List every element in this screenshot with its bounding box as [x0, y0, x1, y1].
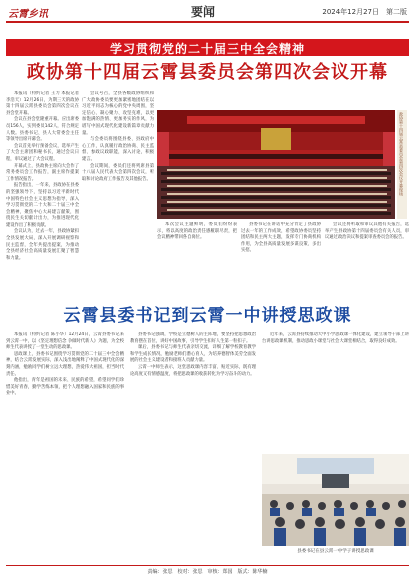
article1-col4 [241, 222, 321, 302]
paragraph: 课后，县委书记与师生代表亲切交流，详细了解学校教育教学和学生成长情况，勉励老师们潜心育人，为培养德智体美劳全面发展的社会主义建设者和接班人贡献力量。 [130, 345, 256, 364]
masthead [6, 3, 409, 23]
paragraph: 会议号召，全县各级政协组织和广大政协委员要更加紧密地团结在以习近平同志为核心的党中央周围，坚定信心、凝心聚力、攻坚克难，以更加饱满的热情、更加务实的作风，为谱写中国式现代化建设新篇章贡献力量。 [82, 91, 154, 136]
paper-name: 云霄乡讯 [8, 9, 48, 20]
issue-date: 2024年12月27日 第二版 [322, 8, 407, 16]
paragraph: 县委书记强调，学校是立德树人的主阵地，要坚持把思想政治教育摆在首位，讲好中国故事，引导学生扣好人生第一粒扣子。 [130, 332, 256, 344]
paragraph: 本报讯（特约记者 王力 本报记者 李浩天）12月26日，为期三天的政协第十四届云霄县委员会第四次会议在县会堂开幕。 [6, 91, 79, 116]
paragraph: 报告指出，一年来，县政协在县委的坚强领导下，坚持以习近平新时代中国特色社会主义思想为指导，深入学习贯彻党的二十大和二十届三中全会精神，聚焦中心大局建言献策，围绕民生关切献计出力，为推进现代化建设作出了积极贡献。 [6, 183, 79, 228]
article2-headline: 云霄县委书记到云霄一中讲授思政课 [63, 306, 352, 326]
page-footer [6, 565, 409, 579]
article2-col2 [130, 332, 256, 560]
theme-banner [6, 39, 409, 56]
article1-col3 [157, 222, 237, 302]
photo-caption-text: 政协第十四届云霄县委员会第四次会议开幕现场 [399, 112, 404, 196]
section-title: 要闻 [191, 5, 216, 19]
paragraph: 会议期间，委员们还将列席县第十八届人民代表大会第四次会议，听取和讨论政府工作报告及其他报告。 [82, 163, 154, 182]
paragraph: 思政课上，县委书记围绕学习贯彻党的二十届三中全会精神，结合云霄发展实际，深入浅出地阐释了中国式现代化的深刻内涵，勉励同学们树立远大理想，热爱伟大祖国，担当时代责任。 [6, 351, 124, 377]
paragraph: 近年来，云霄县持续推动大中小学思政课一体化建设，建立领导干部上讲台讲思政课机制，推动思政小课堂与社会大课堂相结合，取得良好成效。 [262, 332, 409, 344]
photo-caption-vertical [397, 110, 407, 219]
article1-col2 [82, 91, 154, 301]
editor-credits: 责编：张思 校对：张思 审核：郑国 版式：陈华楠 [147, 569, 268, 575]
banner-text: 学习贯彻党的二十届三中全会精神 [109, 42, 305, 56]
lecture-image [262, 454, 409, 546]
paragraph: 会议还将听取和审议其他有关报告，选举产生县政协第十四届委员会有关人员，审议通过政治决议和提案审查委员会的报告。 [325, 222, 409, 241]
article2-col1 [6, 332, 124, 560]
paragraph: 他指出，青年是祖国的未来、民族的希望，希望同学们珍惜美好青春，勤学苦练本领，把个人理想融入国家和民族的事业中。 [6, 378, 124, 397]
paragraph: 与会委员将围绕县委、县政府中心工作，认真履行政治协商、民主监督、参政议政职能，深入讨论，积极建言。 [82, 137, 154, 162]
paragraph: 会议认为，过去一年，县政协紧扣全县发展大局，深入开展调研视察和民主监督，全年共提出提案，为推动全县经济社会高质量发展汇聚了智慧和力量。 [6, 229, 79, 261]
paragraph: 县委书记在讲话中充分肯定了县政协过去一年的工作成效，希望政协委员坚持团结和民主两大主题，发挥专门协商机构作用，为全县高质量发展多谋良策、多出实招。 [241, 222, 321, 254]
paragraph: 云霄一中师生表示，这堂思政课内容丰富、贴近实际，既有理论高度又有情感温度，将把思政课的收获转化为学习奋斗的动力。 [130, 364, 256, 377]
article2-col3 [262, 332, 409, 450]
paragraph: 会议在县会堂隆重开幕。应出席委员156人，实到委员142人，符合规定人数。县委书记、县人大常委会主任等领导出席开幕会。 [6, 117, 79, 143]
classroom-photo [262, 454, 409, 546]
paragraph: 本次会议主题鲜明，委员们纷纷表示，将以高度的政治责任感履职尽责，把会议精神带回各自岗位。 [157, 222, 237, 241]
paragraph: 本报讯（特约记者 陈小华）12月24日，云霄县委书记来到云霄一中，以《坚定理想信念 争做时代新人》为题，为全校师生代表讲授了一堂生动的思政课。 [6, 332, 124, 351]
paragraph: 会议首先举行预备会议，选举产生了大会主席团和秘书长，通过会议日程，审议通过了大会议程。 [6, 143, 79, 162]
article1-col1 [6, 91, 79, 301]
conference-hall-image [157, 110, 395, 219]
classroom-photo-caption: 县委书记在县云霄一中学子讲授思政课 [297, 549, 374, 554]
paragraph: 开幕式上，县政协主席向大会作了常务委员会工作报告，副主席作提案工作情况报告。 [6, 163, 79, 182]
conference-photo [157, 110, 395, 219]
article1-headline: 政协第十四届云霄县委员会第四次会议开幕 [27, 62, 388, 83]
article1-col5 [325, 222, 409, 302]
